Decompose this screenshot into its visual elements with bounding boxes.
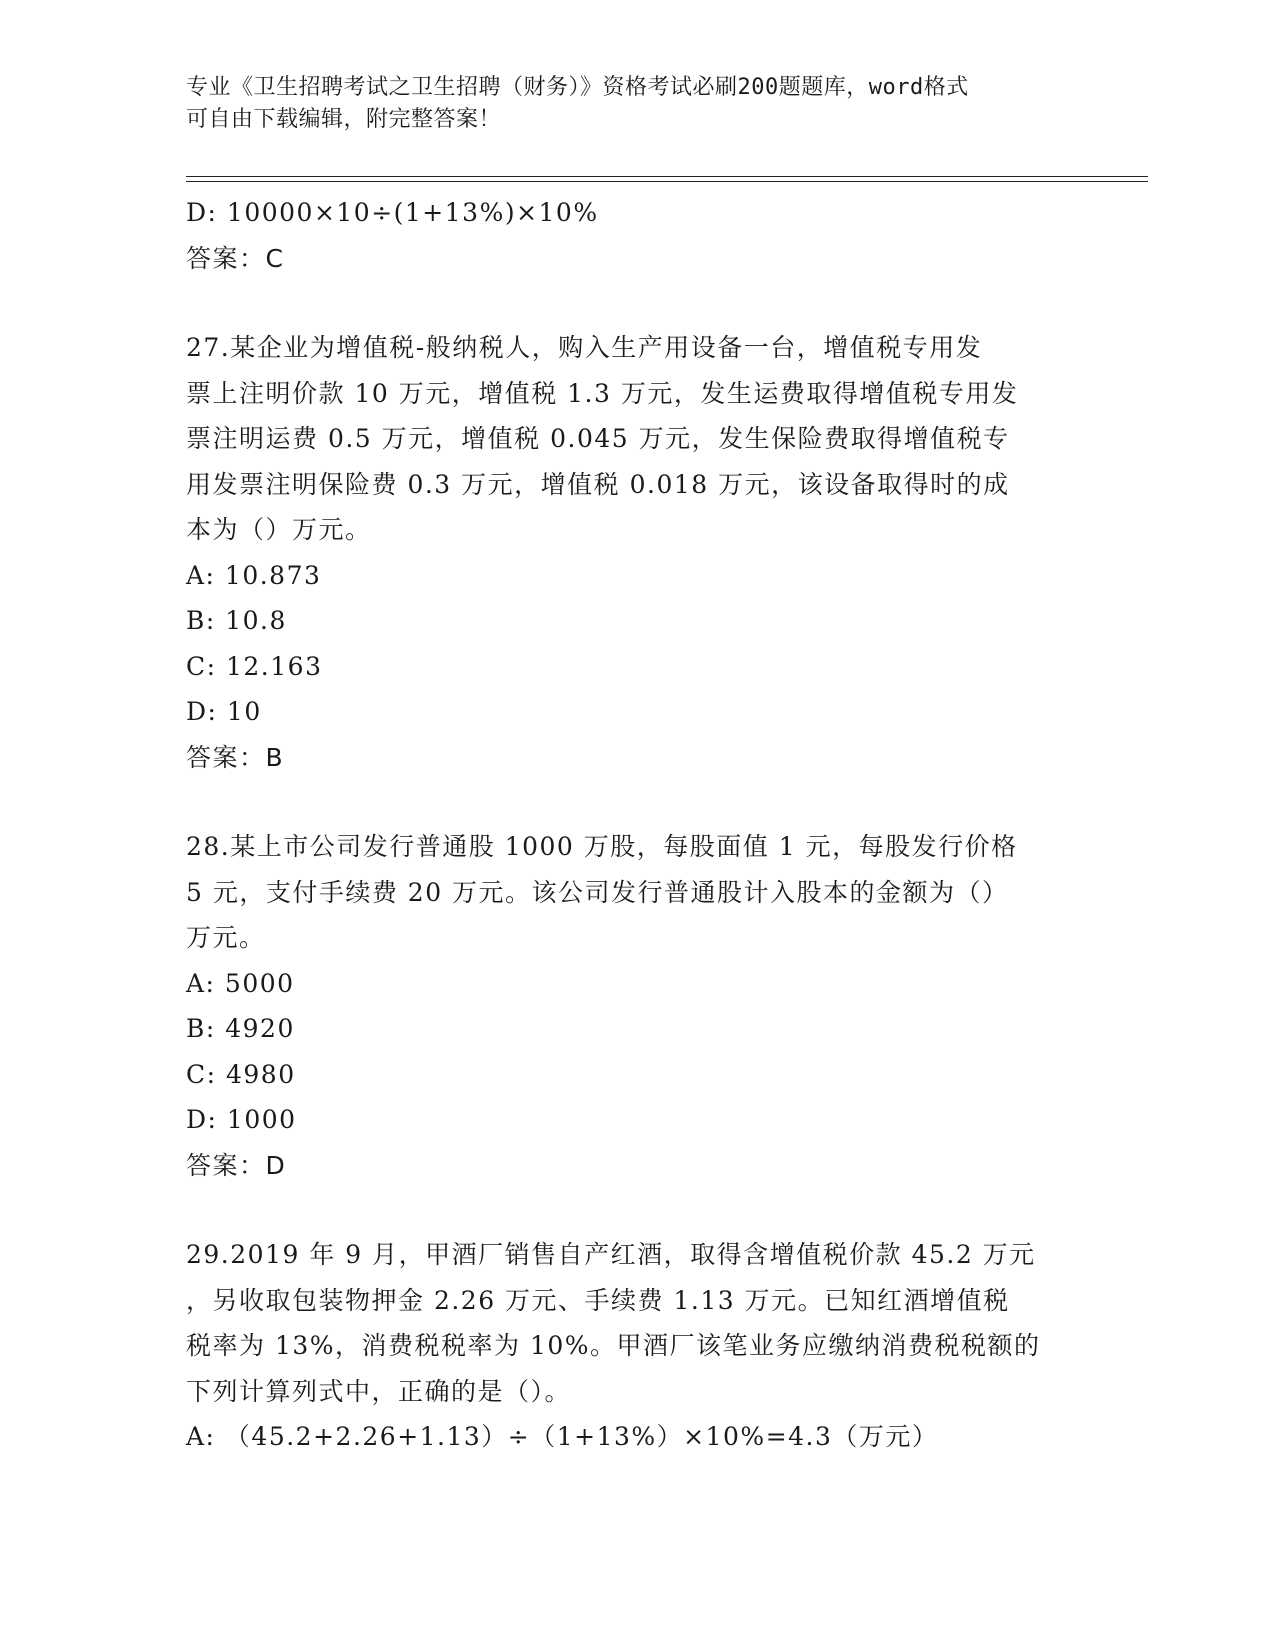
- question-stem-line: 票注明运费 0.5 万元，增值税 0.045 万元，发生保险费取得增值税专: [186, 424, 1010, 453]
- question-stem-line: 5 元，支付手续费 20 万元。该公司发行普通股计入股本的金额为（）: [186, 877, 1009, 907]
- header-title-line-1: 专业《卫生招聘考试之卫生招聘（财务）》资格考试必刷200题题库，word格式: [186, 75, 969, 100]
- question-stem-line: ，另收取包装物押金 2.26 万元、手续费 1.13 万元。已知红酒增值税: [186, 1285, 1010, 1315]
- option-d: D: 1000: [186, 1105, 297, 1134]
- question-stem-line: 万元。: [186, 923, 266, 952]
- question-28: [186, 824, 1086, 1188]
- page-header: [186, 72, 1086, 136]
- question-stem-line: 28.某上市公司发行普通股 1000 万股，每股面值 1 元，每股发行价格: [186, 832, 1018, 861]
- option-a: A: 10.873: [186, 560, 322, 590]
- option-a: A: 5000: [186, 968, 295, 998]
- question-stem-line: 用发票注明保险费 0.3 万元，增值税 0.018 万元，该设备取得时的成: [186, 469, 1010, 499]
- question-29: [186, 1232, 1086, 1460]
- document-body: [186, 190, 1086, 1460]
- question-stem-line: 税率为 13%，消费税税率为 10%。甲酒厂该笔业务应缴纳消费税税额的: [186, 1331, 1041, 1360]
- option-c: C: 4980: [186, 1059, 296, 1089]
- option-b: B: 10.8: [186, 606, 287, 635]
- header-divider-bottom: [186, 181, 1148, 182]
- answer-line: 答案：C: [186, 243, 285, 273]
- option-b: B: 4920: [186, 1014, 295, 1043]
- header-title-line-2: 可自由下载编辑，附完整答案！: [186, 107, 502, 132]
- question-stem-line: 下列计算列式中，正确的是（）。: [186, 1376, 572, 1406]
- option-d: D: 10000×10÷(1+13%)×10%: [186, 198, 599, 227]
- option-d: D: 10: [186, 697, 262, 726]
- prev-question-tail: [186, 190, 1086, 281]
- answer-line: 答案：D: [186, 1150, 287, 1180]
- question-stem-line: 本为（）万元。: [186, 515, 372, 544]
- answer-line: 答案：B: [186, 742, 285, 772]
- question-stem-line: 票上注明价款 10 万元，增值税 1.3 万元，发生运费取得增值税专用发: [186, 378, 1019, 408]
- option-c: C: 12.163: [186, 651, 323, 681]
- question-27: [186, 325, 1086, 780]
- option-a: A: （45.2+2.26+1.13）÷（1+13%）×10%=4.3（万元）: [186, 1422, 939, 1451]
- question-stem-line: 29.2019 年 9 月，甲酒厂销售自产红酒，取得含增值税价款 45.2 万元: [186, 1240, 1036, 1269]
- header-divider-top: [186, 176, 1148, 177]
- question-stem-line: 27.某企业为增值税-般纳税人，购入生产用设备一台，增值税专用发: [186, 333, 983, 362]
